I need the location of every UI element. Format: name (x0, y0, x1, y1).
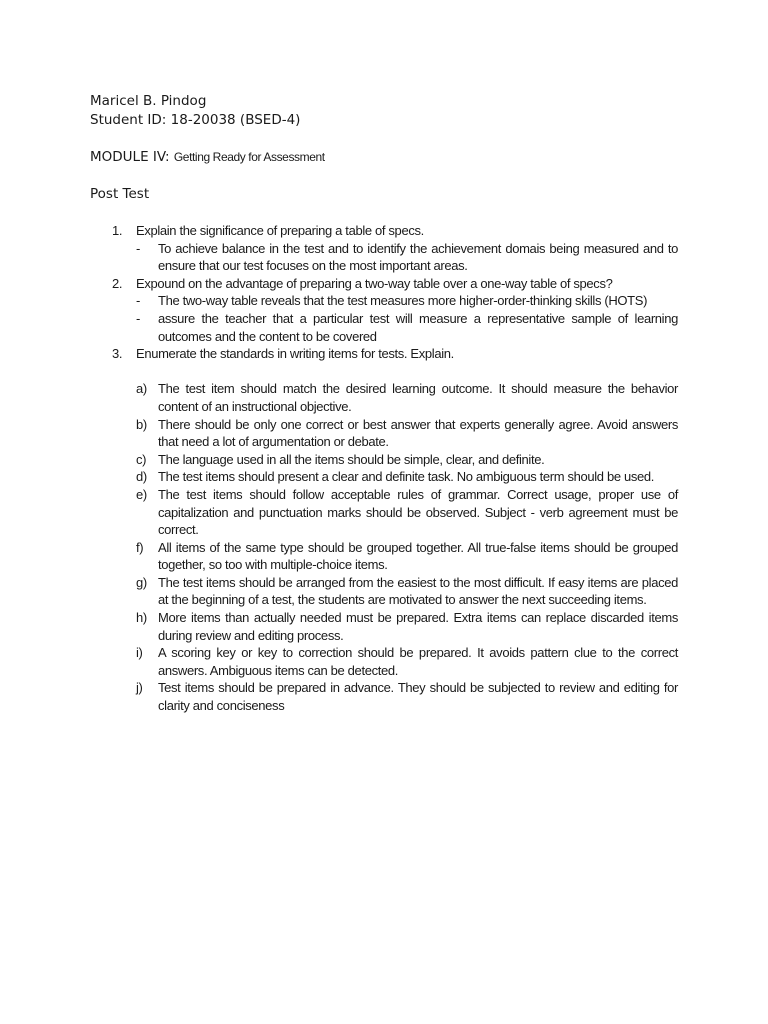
standard-item-j (136, 679, 678, 714)
question-number: 1. (112, 223, 123, 238)
item-text: The test items should follow acceptable rules of grammar. Correct usage, proper use of capitalization and punctuation marks should be observed. Subject - verb agreement must be correct. (158, 486, 678, 538)
module-title: Getting Ready for Assessment (173, 150, 325, 164)
item-letter: f) (136, 539, 144, 555)
standard-item-f (136, 539, 678, 574)
standard-item-i (136, 644, 678, 679)
item-letter: i) (136, 645, 143, 661)
answer-dash: - (136, 240, 140, 256)
item-text: A scoring key or key to correction should be prepared. It avoids pattern clue to the correct answers. Ambiguous items can be detected. (158, 645, 678, 678)
item-text: The test item should match the desired learning outcome. It should measure the behavior content of an instructional objective. (158, 381, 678, 414)
item-text: Test items should be prepared in advance. They should be subjected to review and editing for clarity and conciseness (158, 680, 678, 714)
question-3 (112, 345, 678, 363)
question-2 (112, 275, 678, 293)
item-text: There should be only one correct or best answer that experts generally agree. Avoid answers that need a lot of argumentation or debate. (158, 416, 678, 450)
item-letter: e) (136, 486, 147, 502)
item-text: The test items should present a clear and definite task. No ambiguous term should be used. (158, 469, 655, 485)
answer-item (136, 310, 678, 345)
item-letter: j) (136, 680, 143, 696)
answer-item (136, 240, 678, 275)
item-letter: d) (136, 469, 147, 485)
standard-item-g (136, 574, 678, 609)
standard-item-c (136, 451, 678, 469)
item-text: All items of the same type should be grouped together. All true-false items should be grouped together, so too with multiple-choice items. (158, 539, 678, 573)
item-letter: h) (136, 610, 147, 626)
answer-dash: - (136, 293, 140, 309)
answer-text: To achieve balance in the test and to identify the achievement domais being measured and to ensure that our test focuses on the most important areas. (158, 240, 678, 274)
answer-text: The two-way table reveals that the test measures more higher-order-thinking skills (HOTS) (158, 293, 648, 309)
answer-text: assure the teacher that a particular test will measure a representative sample of learning outcomes and the content to be covered (158, 310, 678, 344)
question-text: Enumerate the standards in writing items for tests. Explain. (136, 346, 454, 362)
standard-item-b (136, 416, 678, 451)
answer-item (136, 292, 678, 310)
item-text: More items than actually needed must be prepared. Extra items can replace discarded items during review and editing process. (158, 610, 678, 643)
answer-dash: - (136, 310, 140, 326)
item-letter: c) (136, 451, 147, 467)
standard-item-h (136, 609, 678, 644)
item-text: The language used in all the items should be simple, clear, and definite. (158, 451, 545, 467)
standard-item-d (136, 468, 678, 486)
question-text: Expound on the advantage of preparing a two-way table over a one-way table of specs? (136, 275, 613, 291)
module-heading (90, 149, 325, 165)
student-name: Maricel B. Pindog (90, 93, 207, 109)
question-list (112, 222, 678, 715)
question-number: 3. (112, 346, 123, 362)
header-block (90, 92, 300, 130)
item-letter: g) (136, 574, 147, 590)
post-test-heading: Post Test (90, 186, 150, 202)
module-label: MODULE IV: (90, 149, 174, 165)
question-text: Explain the significance of preparing a table of specs. (136, 223, 424, 238)
question-1 (112, 222, 678, 240)
item-letter: b) (136, 416, 147, 432)
question-number: 2. (112, 275, 123, 291)
spacer (112, 363, 678, 381)
standard-item-e (136, 486, 678, 539)
standard-item-a (136, 380, 678, 415)
item-text: The test items should be arranged from the easiest to the most difficult. If easy items are placed at the beginning of a test, the students are motivated to answer the next succeeding items. (158, 574, 678, 608)
student-id: Student ID: 18-20038 (BSED-4) (90, 112, 301, 128)
item-letter: a) (136, 381, 147, 397)
